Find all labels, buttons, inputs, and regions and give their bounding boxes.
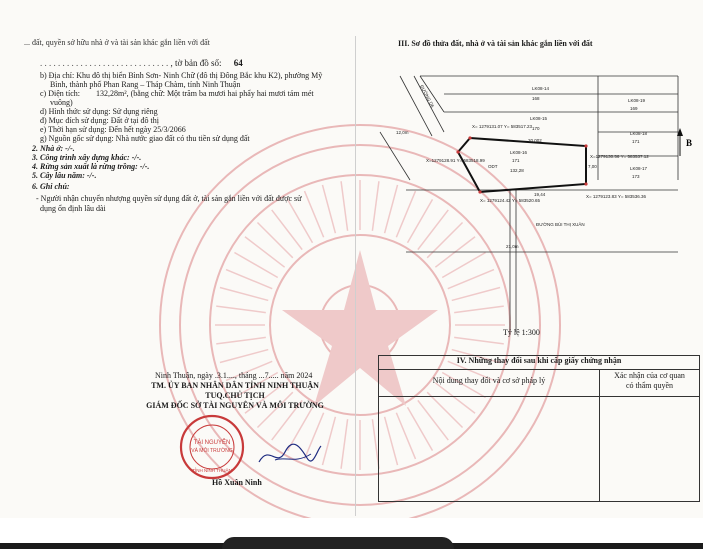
map-scale: Tỷ lệ 1:300 xyxy=(503,328,540,337)
official-stamp xyxy=(178,413,246,481)
parcel-map xyxy=(360,62,700,342)
lot-label-3: LK08-16 xyxy=(510,150,528,155)
coord-4: X=1279130.56 Y= 583537.12 xyxy=(590,154,649,159)
main-lot-code: ODT xyxy=(488,164,498,169)
lot-number-1: 168 xyxy=(532,96,540,101)
address-line-1: b) Địa chỉ: Khu đô thị biển Bình Sơn- Ninh Chữ (đô thị Đông Bắc khu K2), phường Mỹ xyxy=(40,71,323,80)
watermark-ray xyxy=(226,270,272,289)
address-line-2: Bình, thành phố Phan Rang – Tháp Chàm, tỉnh Ninh Thuận xyxy=(50,80,241,89)
watermark-ray xyxy=(220,287,268,300)
watermark-ray xyxy=(216,337,266,344)
coord-5: X= 1279123.83 Y= 583536.36 xyxy=(586,194,646,199)
main-lot-area: 132,28 xyxy=(510,168,524,173)
watermark-ray xyxy=(341,419,348,469)
road-width-bottom: 21,0m xyxy=(506,244,519,249)
origin-of-use: g) Nguồn gốc sử dụng: Nhà nước giao đất có thu tiền sử dụng đất xyxy=(40,134,250,143)
signing-authority: TUQ.CHỦ TỊCH xyxy=(205,391,265,400)
watermark-ray xyxy=(305,191,324,237)
table-column-divider xyxy=(599,369,600,501)
changes-table-title: IV. Những thay đổi sau khi cấp giấy chứng nhận xyxy=(379,356,699,370)
changes-col-confirm-1: Xác nhận của cơ quan xyxy=(614,371,685,380)
watermark-ray xyxy=(322,185,335,233)
form-of-use: d) Hình thức sử dụng: Sử dụng riêng xyxy=(40,107,158,116)
note-line-2: dụng ổn định lâu dài xyxy=(40,204,106,213)
coord-1: X= 1279131.07 Y= 583517.23 xyxy=(472,124,532,129)
lot-label-1: LK08-14 xyxy=(532,86,550,91)
left-header: ... đất, quyền sở hữu nhà ở và tài sản khác gắn liền với đất xyxy=(24,38,210,47)
map-section-title: III. Sơ đồ thửa đất, nhà ở và tài sản khác gắn liền với đất xyxy=(398,39,593,48)
north-arrow: B xyxy=(686,138,693,148)
certificate-page: ... đất, quyền sở hữu nhà ở và tài sản khác gắn liền với đất . . . . . . . . . . . . . . . . . . . . . . . . . . . . . , tờ bản đồ số: 64 b) Địa chỉ: Khu đô thị biển Bình Sơn- Ninh Chữ (đô thị Đông Bắc khu K2), phường Mỹ Bình, thành phố Phan Rang – Tháp Chàm, tỉnh Ninh Thuận c) Diện tích: 132,28m², (bằng chữ: Một trăm ba mươi hai phẩy hai mươi tám mét vuông) d) Hình thức sử dụng: Sử dụng riêng đ) Mục đích sử dụng: Đất ở tại đô thị e) Thời hạn sử dụng: Đến hết ngày 25/3/2066 g) Nguồn gốc sử dụng: Nhà nước giao đất có thu tiền sử dụng đất 2. Nhà ở: -/-. 3. Công trình xây dựng khác: -/-. 4. Rừng sản xuất là rừng trồng: -/-. 5. Cây lâu năm: -/-. 6. Ghi chú: - Người nhận chuyển nhượng quyền sử dụng đất ở, tài sản gắn liền với đất được sử dụng ổn định lâu dài Ninh Thuận, ngày .3.1...., tháng ...7..... năm 2024 TM. ỦY BAN NHÂN DÂN TỈNH NINH THUẬN TUQ.CHỦ TỊCH GIÁM ĐỐC SỞ TÀI NGUYÊN VÀ MÔI TRƯỜNG TÀI NGUYÊN VÀ MÔI TRƯỜNG TỈNH NINH THUẬN Hồ Xuân Ninh III. Sơ đồ thửa đất, nhà ở và tài sản khác gắn liền với đất B LK08-14 168 LK08-15 170 LK08-19 169 LK08-18 171 LK08-17 173 LK08-16 171 ODT 132,28 20,002 19,44 7,00 12,0m 21,0m ĐƯỜNG D6 ĐƯỜNG BÙI THỊ XUÂN X= 1279131.07 Y= 583517.23 X=1279128.91 Y= 583518.99 X= 1279124.42 Y= 583520.65 X=1279130.56 Y= 583537.12 X= 1279123.83 Y= 583536.36 Tỷ lệ 1:300 IV. Những thay đổi sau khi cấp giấy chứng nhận Nội dung thay đổi và cơ sở pháp lý Xác nhận của cơ quan có thẩm quyền xyxy=(0,0,703,518)
duration-of-use: e) Thời hạn sử dụng: Đến hết ngày 25/3/2066 xyxy=(40,125,186,134)
item-3: 3. Công trình xây dựng khác: -/-. xyxy=(32,153,142,162)
watermark-ray xyxy=(216,306,266,313)
item-4: 4. Rừng sản xuất là rừng trồng: -/-. xyxy=(32,162,150,171)
lot-number-5: 171 xyxy=(632,139,640,144)
area-label: c) Diện tích: xyxy=(40,89,80,98)
watermark-ray xyxy=(341,181,348,231)
column-divider xyxy=(355,36,356,516)
sheet-number-value: 64 xyxy=(233,58,243,68)
lot-number-3: 171 xyxy=(512,158,520,163)
coord-2: X=1279128.91 Y= 583518.99 xyxy=(426,158,485,163)
lot-label-6: LK08-19 xyxy=(628,98,646,103)
signer-name: Hồ Xuân Ninh xyxy=(212,478,262,487)
road-label-vertical: ĐƯỜNG D6 xyxy=(419,84,436,109)
home-indicator[interactable] xyxy=(222,537,454,549)
signing-org: TM. ỦY BAN NHÂN DÂN TỈNH NINH THUẬN xyxy=(151,381,319,390)
signature xyxy=(255,440,325,470)
area-value-2: vuông) xyxy=(50,98,73,107)
item-6: 6. Ghi chú: xyxy=(32,182,70,191)
signing-title: GIÁM ĐỐC SỞ TÀI NGUYÊN VÀ MÔI TRƯỜNG xyxy=(146,401,324,410)
dimension-top: 20,002 xyxy=(528,138,542,143)
lot-label-2: LK08-15 xyxy=(530,116,548,121)
purpose-of-use: đ) Mục đích sử dụng: Đất ở tại đô thị xyxy=(40,116,159,125)
watermark-ray xyxy=(220,350,268,363)
stamp-text-2: VÀ MÔI TRƯỜNG xyxy=(191,448,233,454)
dimension-right: 7,00 xyxy=(588,164,597,169)
table-header-divider xyxy=(379,396,699,397)
item-5: 5. Cây lâu năm: -/-. xyxy=(32,171,97,180)
note-line-1: - Người nhận chuyển nhượng quyền sử dụng đất ở, tài sản gắn liền với đất được sử xyxy=(36,194,302,203)
lot-label-5: LK08-18 xyxy=(630,131,648,136)
changes-col-content: Nội dung thay đổi và cơ sở pháp lý xyxy=(432,376,546,385)
lot-number-6: 169 xyxy=(630,106,638,111)
stamp-text-1: TÀI NGUYÊN xyxy=(193,440,231,446)
road-label-bottom: ĐƯỜNG BÙI THỊ XUÂN xyxy=(536,222,585,227)
area-value: 132,28m², (bằng chữ: Một trăm ba mươi hai phẩy hai mươi tám mét xyxy=(96,89,314,98)
signing-date: Ninh Thuận, ngày .3.1...., tháng ...7..... năm 2024 xyxy=(155,371,313,380)
lot-number-4: 173 xyxy=(632,174,640,179)
road-width-left: 12,0m xyxy=(396,130,409,135)
item-2: 2. Nhà ở: -/-. xyxy=(32,144,75,153)
stamp-text-3: TỈNH NINH THUẬN xyxy=(192,468,232,473)
sheet-number-label: , tờ bản đồ số: xyxy=(170,58,222,68)
changes-table xyxy=(378,355,700,502)
lot-label-4: LK08-17 xyxy=(630,166,648,171)
watermark-ray xyxy=(257,222,292,257)
changes-col-confirm-2: có thẩm quyền xyxy=(625,381,674,390)
coord-3: X= 1279124.42 Y= 583520.65 xyxy=(480,198,540,203)
lot-number-2: 170 xyxy=(532,126,540,131)
dimension-bottom: 19,44 xyxy=(534,192,546,197)
